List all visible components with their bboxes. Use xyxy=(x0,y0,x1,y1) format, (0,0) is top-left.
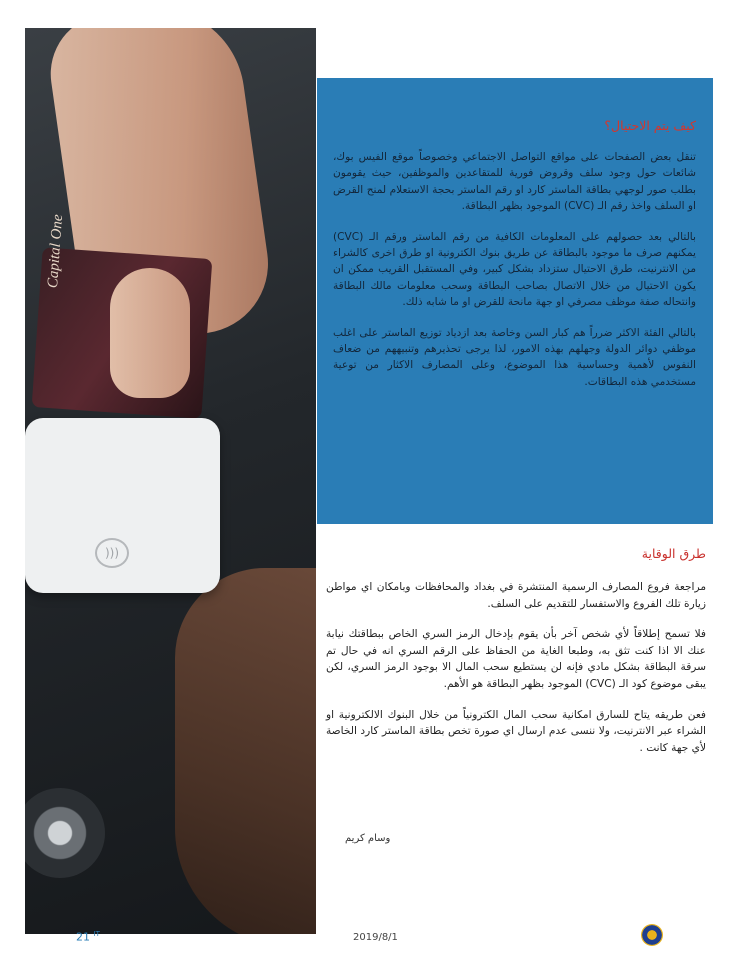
background-wheel xyxy=(25,788,105,878)
author-name: وسام كريم xyxy=(345,833,391,844)
card-reader xyxy=(25,418,220,593)
fraud-paragraph-2: بالتالي بعد حصولهم على المعلومات الكافية من رقم الماستر ورقم الـ (CVC) يمكنهم صرف ما موجود بالبطاقة عن طريق بنوك الكترونية او طرق اخرى كالشراء من الانترنيت، طرق الاحتيال ستزداد بشكل كبير، وفي المستقبل القريب ممكن ان يكون الاحتيال من خلال الاتصال بصاحب البطاقة وسحب معلومات مالك البطاقة وانتحاله صفة موظف مصرفي او جهة مانحة للقرض او ما شابه ذلك. xyxy=(333,230,696,309)
prevention-paragraph-2: فلا تسمح إطلاقاً لأي شخص آخر بأن يقوم بإدخال الرمز السري الخاص ببطاقتك نيابة عنك الا اذا كنت تثق به، وطبعا الغاية من الحفاظ على الرقم السري انه في حال تم سرقة البطاقة بشكل مادي فإنه لن يستطيع سحب المال الا بوجود الرمز السري، لكن يبقى موضوع كود الـ (CVC) الموجود بظهر البطاقة هو الأهم. xyxy=(326,628,706,690)
prevention-title: طرق الوقاية xyxy=(641,546,706,561)
thumb xyxy=(110,268,190,398)
page-number-block xyxy=(76,930,100,944)
issue-date: 2019/8/1 xyxy=(353,932,398,943)
contactless-icon: ))) xyxy=(95,538,129,568)
fraud-paragraph-1: تنقل بعض الصفحات على مواقع التواصل الاجتماعي وخصوصاً موقع الفيس بوك، شائعات حول وجود سلف وقروض فورية للمتقاعدين والموظفين، حيث يقومون بطلب صور لوجهي بطاقة الماستر كارد او رقم الماستر بحجة الاستعلام لمنح القرض او السلف واخذ رقم الـ (CVC) الموجود بظهر البطاقة. xyxy=(333,151,696,213)
page-number: 21 xyxy=(76,930,90,944)
fraud-section xyxy=(317,78,713,524)
card-brand: Capital One xyxy=(44,213,67,289)
magazine-name: IT xyxy=(93,930,100,938)
prevention-section xyxy=(326,546,706,770)
fraud-title: كيف يتم الاحتيال؟ xyxy=(604,118,696,133)
prevention-paragraph-3: فعن طريقه يتاح للسارق امكانية سحب المال الكترونياً من خلال البنوك الالكترونية او الشراء عبر الانترنيت، ولا ننسى عدم ارسال اي صورة تخص بطاقة الماستر كارد الخاصة لأي جهة كانت . xyxy=(326,708,706,754)
ministry-logo-icon xyxy=(641,924,663,946)
article-photo xyxy=(25,28,316,934)
hand-holding-reader xyxy=(175,568,316,934)
prevention-paragraph-1: مراجعة فروع المصارف الرسمية المنتشرة في بغداد والمحافظات وبامكان اي مواطن زيارة تلك الفروع والاستفسار للتقديم على السلف. xyxy=(326,581,706,610)
fraud-paragraph-3: بالتالي الفئة الاكثر ضرراً هم كبار السن وخاصة بعد ازدياد توزيع الماستر على اغلب موظفي دوائر الدولة وجهلهم بهذه الامور، لذا يرجى تحذيرهم وتنبيههم من ضعاف النفوس لأهمية وحساسية هذا الموضوع، وعلى المصارف الاكثار من توعية مستخدمي هذه البطاقات. xyxy=(333,326,696,388)
